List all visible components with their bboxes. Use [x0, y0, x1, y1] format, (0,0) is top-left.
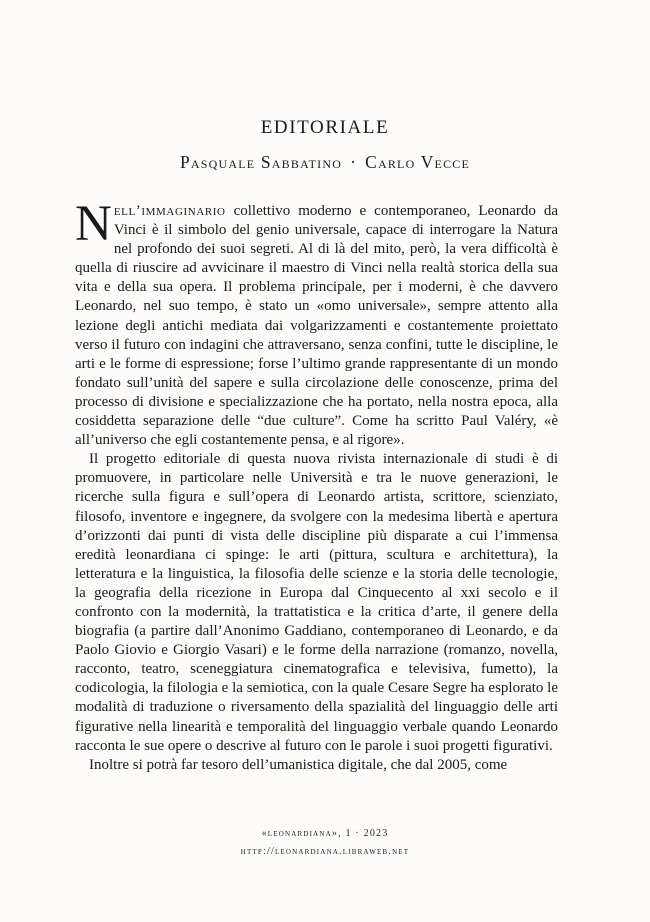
- author-separator: ·: [350, 152, 358, 172]
- drop-cap: N: [75, 196, 112, 252]
- journal-url: http://leonardiana.libraweb.net: [240, 846, 410, 857]
- author-name: Pasquale Sabbatino: [179, 152, 343, 172]
- body-text: [75, 196, 558, 775]
- page-title: EDITORIALE: [260, 117, 390, 138]
- journal-footer: «leonardiana», 1 · 2023: [261, 828, 389, 839]
- author-name: Carlo Vecce: [365, 152, 471, 172]
- paragraph: Il progetto editoriale di questa nuova rivista internazionale di studi è di promuovere, in particolare nelle Università e tra le nuove generazioni, le ricerche sulla figura e sull’opera di Leonardo artista, scrittore, scienziato, filosofo, inventore e ingegnere, da svolgere con la medesima libertà e apertura d’orizzonti dai punti di vista delle discipline più disparate a cui l’immensa eredità leonardiana ci spinge: le arti (pittura, scultura e architettura), la letteratura e la linguistica, la filosofia delle scienze e la storia delle tecnologie, la geografia della ricezione in Europa dal Cinquecento al xxi secolo e il confronto con la modernità, la trattatistica e la critica d’arte, il genere della biografia (a partire dall’Anonimo Gaddiano, contemporaneo di Leonardo, e da Paolo Giovio e Giorgio Vasari) e le forme della narrazione (romanzo, novella, racconto, teatro, sceneggiatura cinematografica e televisiva, fumetto), la codicologia, la filologia e la semiotica, con la quale Cesare Segre ha esplorato le modalità di traduzione o riversamento della spazialità del linguaggio delle arti figurative nella linearità e temporalità del linguaggio verbale quando Leonardo racconta le sue opere o descrive al futuro con le parole i suoi progetti figurativi.: [75, 451, 558, 754]
- paragraph-text: collettivo moderno e contemporaneo, Leonardo da Vinci è il simbolo del genio universale, capace di interrogare la Natura nel profondo dei suoi segreti. Al di là del mito, però, la vera difficoltà è quella di riuscire ad avvicinare il maestro di Vinci nella realtà storica della sua vita e della sua opera. Il problema principale, per i moderni, è che davvero Leonardo, nel suo tempo, è stato un «omo universale», sempre attento alla lezione degli antichi mediata dai volgarizzamenti e costantemente proiettato verso il futuro con indagini che attraversano, senza confini, tutte le discipline, le arti e le forme di espressione; forse l’ultimo grande rappresentante di un mondo fondato sull’unità del sapere e sulla circolazione delle conoscenze, prima del processo di divisione e specializzazione che ha portato, nella nostra epoca, alla cosiddetta separazione delle “due culture”. Come ha scritto Paul Valéry, «è all’universo che egli costantemente pensa, e al rigore».: [75, 203, 558, 449]
- paragraph: [75, 196, 558, 450]
- lead-in: ell’immaginario: [113, 203, 226, 219]
- paragraph: Inoltre si potrà far tesoro dell’umanistica digitale, che dal 2005, come: [89, 756, 508, 773]
- authors-line: [0, 152, 650, 173]
